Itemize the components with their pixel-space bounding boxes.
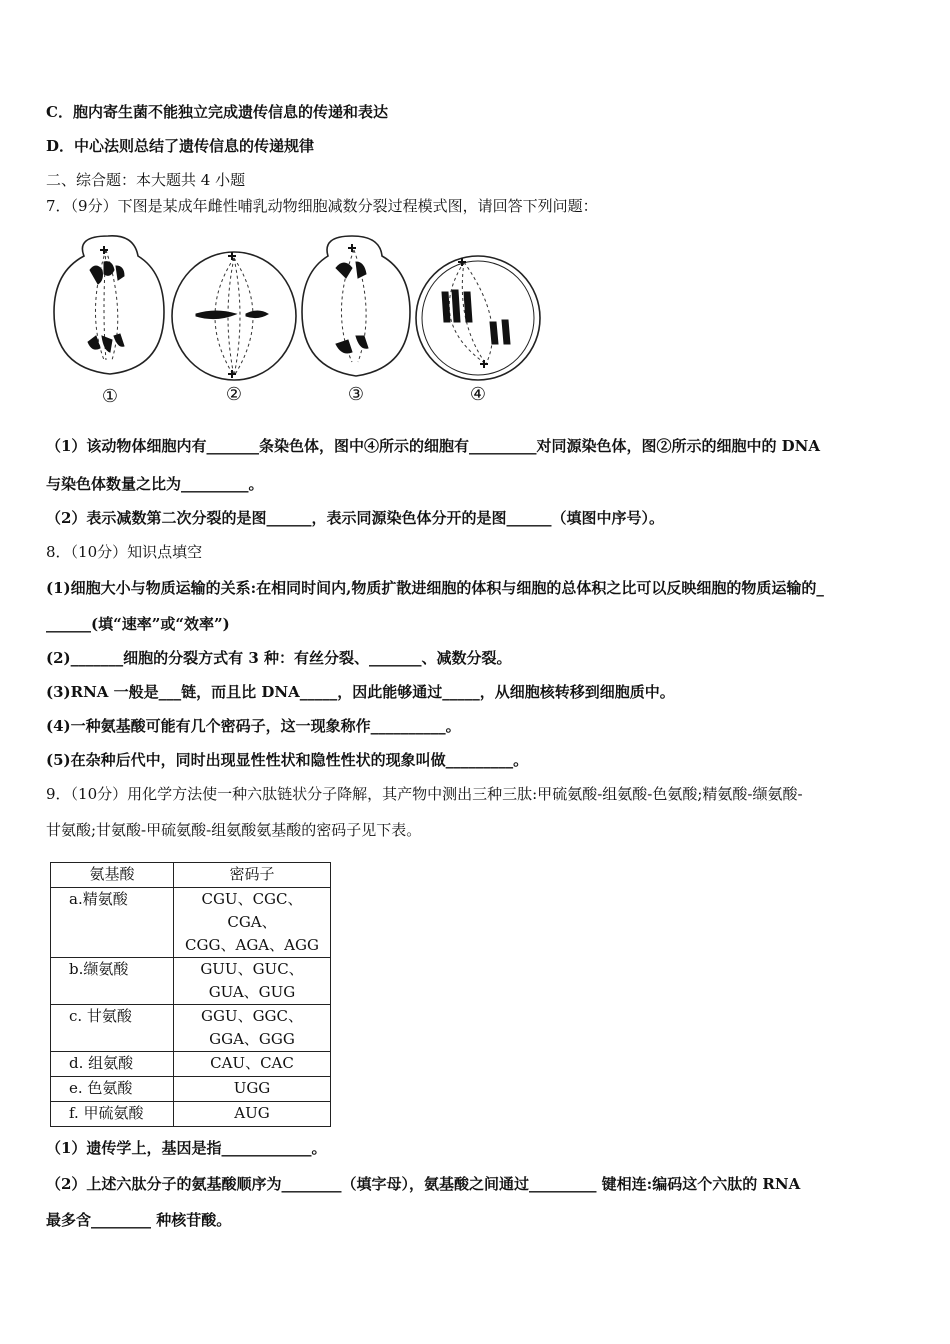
q9-part2-line2: 最多含________ 种核苷酸。 bbox=[46, 1211, 232, 1229]
q7-part2: （2）表示减数第二次分裂的是图______，表示同源染色体分开的是图______（填图中序号）。 bbox=[46, 509, 664, 527]
q9-part2-line1: （2）上述六肽分子的氨基酸顺序为________（填字母），氨基酸之间通过_________ 键相连:编码这个六肽的 RNA bbox=[46, 1175, 801, 1193]
table-row bbox=[51, 1077, 331, 1102]
codon-cell: CGG、AGA、AGG bbox=[185, 936, 319, 954]
table-row bbox=[51, 1052, 331, 1077]
section-heading: 二、综合题：本大题共 4 小题 bbox=[46, 171, 246, 189]
figure-label-2: ② bbox=[225, 384, 243, 405]
q8-stem: 8．（10分）知识点填空 bbox=[46, 543, 203, 561]
codon-cell: GUU、GUC、 bbox=[200, 960, 304, 978]
table-header-codon: 密码子 bbox=[174, 863, 331, 888]
q8-s1-line2: ______(填“速率”或“效率”) bbox=[46, 615, 230, 633]
q8-s3: (3)RNA 一般是___链，而且比 DNA_____，因此能够通过_____，从细胞核转移到细胞质中。 bbox=[46, 683, 675, 701]
amino-acid-cell: c. 甘氨酸 bbox=[51, 1005, 174, 1052]
amino-acid-cell: d. 组氨酸 bbox=[51, 1052, 174, 1077]
table-header-amino: 氨基酸 bbox=[51, 863, 174, 888]
q8-s2: (2)_______细胞的分裂方式有 3 种：有丝分裂、_______、减数分裂。 bbox=[46, 649, 512, 667]
q9-part1: （1）遗传学上，基因是指____________。 bbox=[46, 1139, 327, 1157]
meiosis-figure bbox=[46, 232, 546, 410]
q8-s1-line1: (1)细胞大小与物质运输的关系:在相同时间内,物质扩散进细胞的体积与细胞的总体积之比可以反映细胞的物质运输的_ bbox=[46, 579, 824, 597]
figure-label-3: ③ bbox=[347, 384, 365, 405]
table-row bbox=[51, 1102, 331, 1127]
table-row bbox=[51, 1005, 331, 1052]
q8-s4: (4)一种氨基酸可能有几个密码子，这一现象称作__________。 bbox=[46, 717, 461, 735]
cell-2-outline bbox=[172, 252, 296, 380]
q8-s5: (5)在杂种后代中，同时出现显性性状和隐性性状的现象叫做_________。 bbox=[46, 751, 529, 769]
figure-label-4: ④ bbox=[469, 384, 487, 405]
codon-cell: GGA、GGG bbox=[209, 1030, 295, 1048]
cell-4-outline bbox=[416, 256, 540, 380]
figure-label-1: ① bbox=[101, 386, 119, 407]
amino-acid-cell: b.缬氨酸 bbox=[51, 958, 174, 1005]
q7-stem: 7．（9分）下图是某成年雌性哺乳动物细胞减数分裂过程模式图，请回答下列问题： bbox=[46, 197, 598, 215]
codon-cell: AUG bbox=[234, 1104, 270, 1122]
q9-stem-line1: 9．（10分）用化学方法使一种六肽链状分子降解，其产物中测出三种三肽:甲硫氨酸-组氨酸-色氨酸;精氨酸-缬氨酸- bbox=[46, 785, 803, 803]
q7-part1-line2: 与染色体数量之比为_________。 bbox=[46, 475, 264, 493]
q9-stem-line2: 甘氨酸;甘氨酸-甲硫氨酸-组氨酸氨基酸的密码子见下表。 bbox=[46, 821, 422, 839]
amino-acid-cell: e. 色氨酸 bbox=[51, 1077, 174, 1102]
table-row bbox=[51, 888, 331, 958]
cell-1-outline bbox=[54, 236, 164, 374]
codon-cell: UGG bbox=[233, 1079, 271, 1097]
codon-table bbox=[50, 862, 331, 1127]
q7-part1-line1: （1）该动物体细胞内有_______条染色体，图中④所示的细胞有_________对同源染色体，图②所示的细胞中的 DNA bbox=[46, 437, 821, 455]
amino-acid-cell: f. 甲硫氨酸 bbox=[51, 1102, 174, 1127]
option-c: C．胞内寄生菌不能独立完成遗传信息的传递和表达 bbox=[46, 103, 388, 121]
option-d: D．中心法则总结了遗传信息的传递规律 bbox=[46, 137, 315, 155]
amino-acid-cell: a.精氨酸 bbox=[51, 888, 174, 958]
table-row bbox=[51, 958, 331, 1005]
codon-cell: CGU、CGC、CGA、 bbox=[201, 890, 303, 931]
codon-cell: CAU、CAC bbox=[210, 1054, 294, 1072]
codon-cell: GUA、GUG bbox=[208, 983, 296, 1001]
codon-cell: GGU、GGC、 bbox=[200, 1007, 304, 1025]
